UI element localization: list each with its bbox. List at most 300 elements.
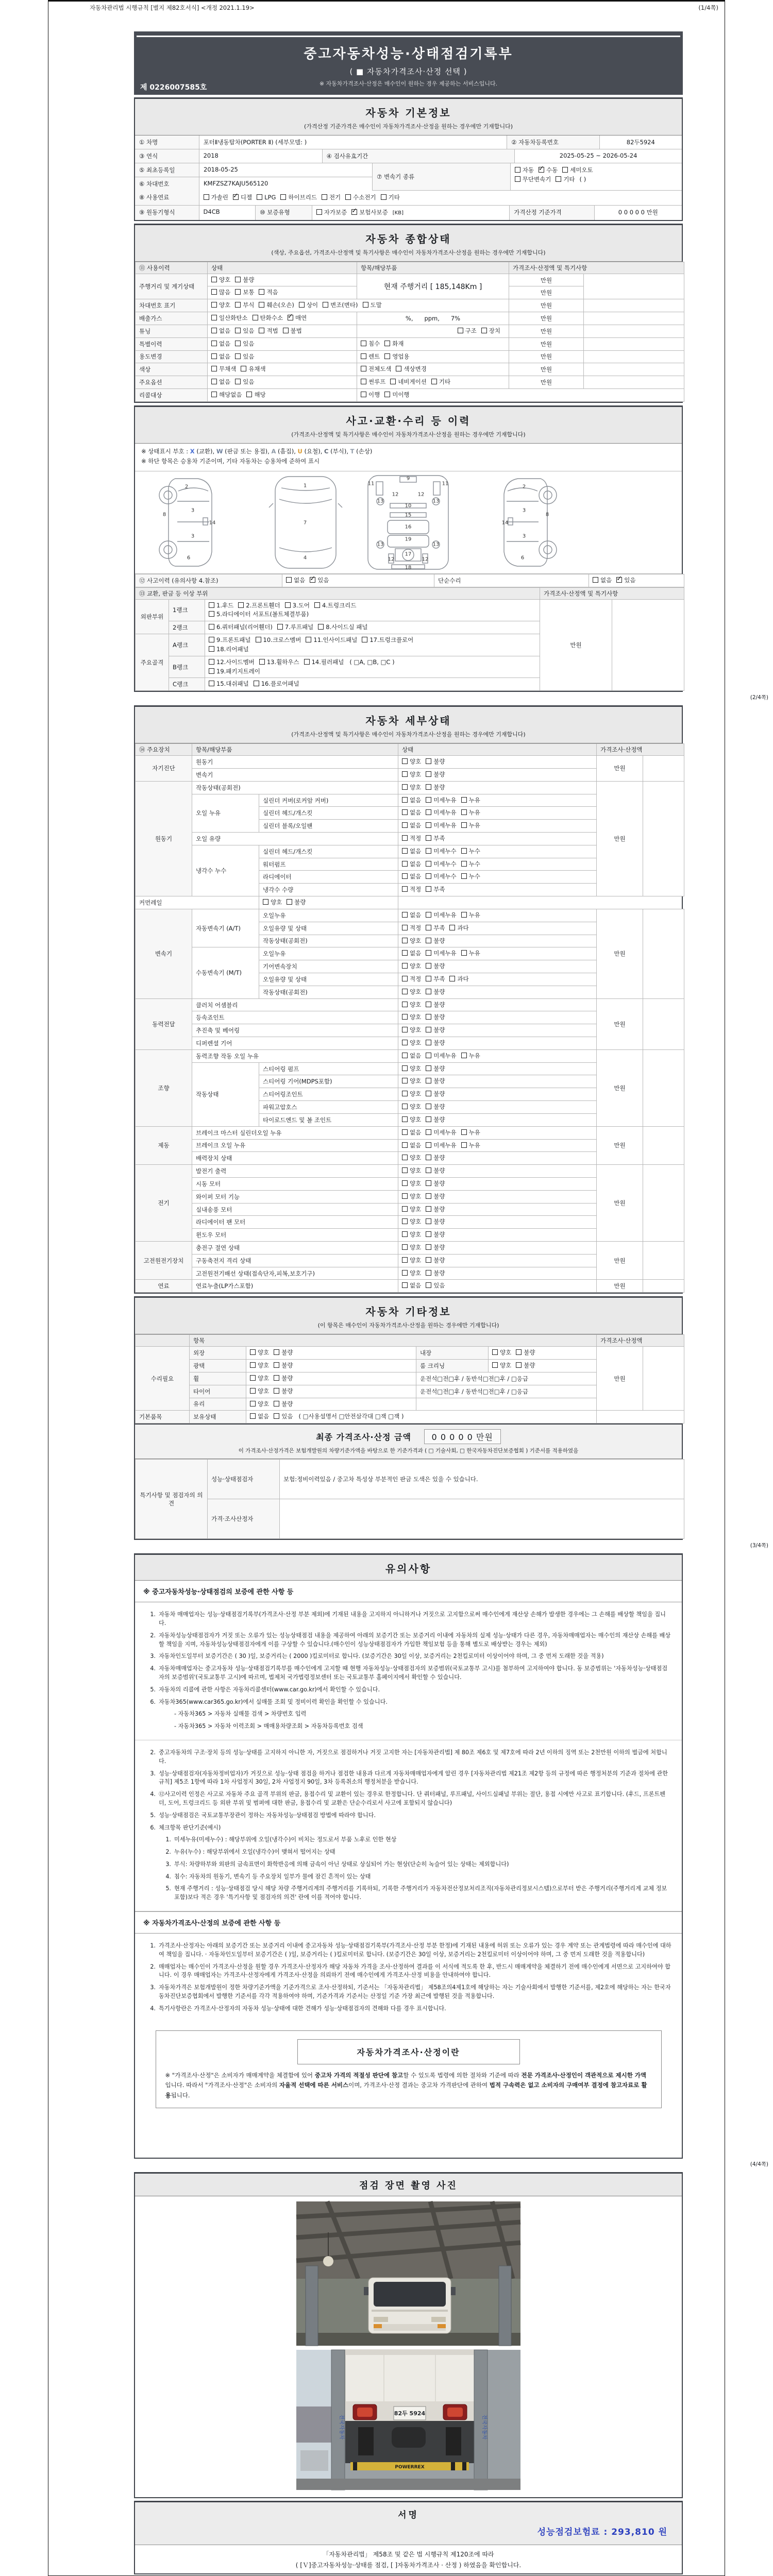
item-number: 3. [165, 1860, 171, 1868]
checkbox-icon [277, 624, 283, 630]
cell [398, 1229, 597, 1242]
cell: 주요골격 [136, 634, 169, 691]
diagram-part-number: 11 [367, 481, 375, 487]
static-element [451, 2462, 455, 2470]
option-label: 상이 [306, 301, 318, 309]
option-line [209, 636, 536, 645]
table-row [136, 1335, 684, 1347]
checkbox-icon [402, 1065, 408, 1071]
diagram-part-number: 13 [432, 498, 440, 504]
checkbox-icon [402, 848, 408, 854]
cell: 차대번호 표기 [136, 299, 208, 312]
checkbox-option [426, 1269, 445, 1277]
checkbox-option [492, 1362, 511, 1369]
item-number: 4. [150, 2005, 156, 2012]
cell: 만원 [509, 337, 584, 350]
cell: 시동 모터 [192, 1177, 398, 1190]
option-line [250, 1400, 412, 1409]
section-title: 사고·교환·수리 등 이력 [346, 414, 471, 427]
status-code-notes [135, 444, 682, 471]
notice-item [161, 1836, 671, 1844]
checkbox-icon [426, 1040, 431, 1045]
checkbox-option [209, 602, 233, 609]
option-label: 누유 [468, 809, 480, 817]
checkbox-option [235, 276, 254, 283]
cell [398, 947, 597, 960]
option-label: 3.도어 [292, 601, 310, 609]
cell [398, 858, 597, 871]
option-label: 침수 [368, 340, 380, 347]
static-element [358, 2427, 374, 2455]
checkbox-icon [426, 1218, 431, 1224]
option-label: 장치 [489, 327, 500, 334]
option-label: 불량 [433, 1090, 445, 1098]
checkbox-icon [402, 938, 408, 943]
static-element [169, 479, 212, 566]
table-row [136, 896, 684, 909]
option-label: 양호 [410, 937, 422, 944]
checkbox-option [426, 988, 445, 995]
field-stack [135, 163, 373, 191]
checkbox-option [361, 365, 391, 372]
checkbox-icon [274, 1375, 279, 1381]
static-element: 82두 5924 [394, 2410, 426, 2417]
cell: 만원 [509, 299, 584, 312]
static-element [269, 503, 342, 507]
checkbox-icon [402, 797, 408, 803]
checkbox-icon [361, 341, 366, 346]
cell: 작동상태(공회전) [259, 986, 398, 998]
cell [584, 337, 684, 350]
static-element [515, 175, 678, 184]
table-row [136, 574, 684, 587]
text-segment: (부식), [328, 447, 350, 455]
table-row [136, 756, 684, 769]
option-label: 미세누유 [433, 1052, 457, 1059]
checkbox-option [402, 988, 421, 995]
option-label: 양호 [410, 988, 422, 995]
option-label: 양호 [219, 276, 231, 283]
option-label: 무채색 [219, 365, 237, 373]
checkbox-option [402, 1065, 421, 1072]
cell [584, 376, 684, 389]
checkbox-icon [235, 379, 241, 384]
confirmation-text [135, 2545, 682, 2573]
diagram-part-number: 3 [522, 533, 526, 539]
cell [398, 986, 597, 998]
option-label: 과다 [457, 924, 469, 931]
option-label: 일산화탄소 [219, 314, 248, 322]
static-element [296, 2333, 520, 2346]
checkbox-option [402, 911, 421, 919]
notice-item [145, 1611, 671, 1628]
option-label: 양호 [410, 1218, 422, 1226]
checkbox-icon [402, 1129, 408, 1135]
static-element [374, 2282, 446, 2307]
item-text: 성능·상태점검자(자동차정비업자)가 거짓으로 성능·상태 점검을 하거나 점검한 내용과 다르게 자동차매매업자에게 알린 경우 [자동차관리법 제21조 제2항 등의 규정에 따른 행정처분의 기준과 절차에 관한 규칙] 제5조 1항에 따라 1차 사업정지 30일, 2차 사업정지 90일, 3차 등록취소의 행정처분을 받습니다. [159, 1770, 668, 1786]
checkbox-option [259, 327, 278, 334]
checkbox-option [274, 1375, 293, 1382]
cell: 연료누출(LP가스포함) [192, 1280, 398, 1293]
cell: 윈도우 모터 [192, 1229, 398, 1242]
checkbox-icon [402, 1002, 408, 1007]
section-overall-condition [134, 224, 683, 403]
cell: 제동 [136, 1126, 192, 1164]
cell: 자기진단 [136, 756, 192, 782]
checkbox-option [287, 899, 306, 906]
option-label: 불량 [524, 1349, 535, 1357]
checkbox-option [257, 194, 276, 201]
cell: ⑫ 사고이력 (유의사항 4.참조) [136, 574, 282, 587]
cell [398, 794, 597, 807]
static-element [357, 2408, 373, 2417]
checkbox-option [426, 886, 445, 893]
static-element: ( □A, □B, □C ) [349, 658, 395, 666]
checkbox-option [402, 758, 421, 765]
option-line [402, 757, 593, 767]
checkbox-icon [426, 1142, 431, 1148]
option-label: 렌트 [368, 352, 380, 360]
option-label: 불량 [433, 1064, 445, 1072]
option-line [402, 1052, 593, 1061]
checkbox-icon [426, 925, 431, 930]
checkbox-icon [304, 659, 310, 665]
text-segment: A [271, 447, 276, 455]
cell: 만원 [509, 325, 584, 337]
cell: 자동변속기 (A/T) [192, 909, 259, 947]
option-line [402, 1128, 593, 1138]
model-year-value: 2018 [199, 149, 323, 163]
cell [643, 1242, 684, 1280]
option-line [402, 1179, 593, 1189]
checkbox-icon [402, 835, 408, 841]
option-label: 없음 [410, 950, 422, 957]
checkbox-icon [250, 1413, 256, 1419]
cell: 2랭크 [169, 621, 205, 634]
option-line [361, 378, 505, 387]
option-line [250, 1374, 412, 1383]
table-row [136, 350, 684, 363]
field-label: ② 자동차등록번호 [507, 135, 599, 149]
checkbox-icon [461, 822, 467, 828]
option-label: 없음 [410, 911, 422, 919]
option-label: 과다 [457, 975, 469, 982]
diagram-part-number: 12 [392, 492, 399, 498]
section-title: 자동차 기타정보 [365, 1306, 451, 1318]
static-element: 전국자동차 [481, 2415, 487, 2440]
cell: 구동축전지 격리 상태 [192, 1254, 398, 1267]
checkbox-icon [211, 353, 217, 359]
notice-item [145, 1770, 671, 1787]
checkbox-option [402, 1052, 421, 1059]
notice-item [161, 1722, 671, 1731]
cell: 라디에이터 [259, 871, 398, 884]
option-label: 양호 [410, 1192, 422, 1200]
cell [643, 998, 684, 1049]
cell [584, 299, 684, 312]
price-survey-box [156, 2030, 662, 2109]
checkbox-icon [402, 925, 408, 930]
service-note: ※ 자동차가격조사·산정은 매수인이 원하는 경우 제공하는 서비스입니다. [319, 80, 498, 87]
option-label: 적법 [266, 327, 278, 334]
status-code-line [141, 447, 676, 457]
checkbox-option [402, 822, 421, 829]
checkbox-icon [426, 835, 431, 841]
cell: 작동상태(공회전) [259, 935, 398, 947]
table-row [136, 388, 684, 401]
cell [205, 621, 540, 634]
option-line [211, 288, 353, 297]
checkbox-option [461, 873, 480, 880]
checkbox-option [481, 327, 500, 334]
cell: 만원 [509, 274, 584, 286]
checkbox-icon [250, 1349, 256, 1355]
option-label: 양호 [258, 1374, 270, 1382]
diagram-part-number: 19 [405, 536, 412, 543]
option-label: 양호 [410, 1179, 422, 1187]
text-segment: ※ 상태표시 부호 : [141, 447, 190, 455]
option-label: 네비게이션 [398, 378, 427, 386]
checkbox-option [426, 873, 456, 880]
option-label: 미세누유 [433, 809, 457, 817]
notice-item [145, 1749, 671, 1766]
checkbox-option [426, 1193, 445, 1200]
option-label: 없음 [410, 1052, 422, 1059]
field-label: ⑦ 변속기 종류 [373, 163, 511, 191]
option-label: 13.휠하우스 [266, 658, 299, 666]
cell: 운전석□전□후 / 동반석□전□후 / □응급 [416, 1385, 597, 1398]
checkbox-icon [402, 1218, 408, 1224]
checkbox-option [426, 1026, 445, 1033]
section-header [135, 225, 682, 262]
document-frame [48, 0, 768, 2576]
cell: 리콜대상 [136, 388, 208, 401]
checkbox-icon [402, 1180, 408, 1186]
cell: 수리필요 [136, 1347, 190, 1411]
option-label: 부족 [433, 835, 445, 842]
basic-info-table [135, 135, 682, 220]
option-label: 썬루프 [368, 378, 386, 386]
section-title: 자동차 세부상태 [365, 715, 451, 727]
checkbox-icon [426, 1206, 431, 1212]
cell: 만원 [597, 1347, 643, 1411]
checkbox-option [402, 771, 421, 778]
section-subtitle: (가격조사·산정액 및 특기사항은 매수인이 자동차가격조사·산정을 원하는 경우에만 기재합니다) [291, 731, 526, 738]
option-line [402, 1090, 593, 1099]
option-label: 불량 [294, 899, 306, 906]
cell [416, 1398, 597, 1411]
option-line [211, 352, 353, 362]
cell [398, 909, 597, 922]
static-element: ( □사용설명서 □안전삼각대 □잭 □잭 ) [298, 1413, 404, 1420]
final-price-note: 이 가격조사·산정가격은 보험개발원의 차량기준가액을 바탕으로 한 기준가격과 ( □ 기술사회, □ 한국자동차진단보증협회 ) 기준서를 적용하였음 [238, 1448, 579, 1454]
table-row [135, 206, 682, 220]
option-label: 2.프론트휀더 [246, 601, 280, 609]
cell: 오일누유 [259, 947, 398, 960]
option-label: 불량 [433, 1256, 445, 1264]
checkbox-icon [361, 353, 366, 359]
option-label: 누유 [468, 911, 480, 919]
cell [584, 312, 684, 325]
cell [398, 1049, 597, 1062]
checkbox-icon [363, 302, 368, 308]
option-line [361, 352, 505, 362]
option-label: 양호 [219, 301, 231, 309]
checkbox-option [402, 1039, 421, 1046]
checkbox-icon [426, 1155, 431, 1160]
checkbox-option [211, 289, 230, 296]
option-line [211, 314, 353, 323]
cell: 오일누유 [259, 909, 398, 922]
checkbox-option [314, 602, 357, 609]
section-subtitle: (이 항목은 매수인이 자동차가격조사·산정을 원하는 경우에만 기재합니다) [317, 1322, 499, 1329]
cell [208, 325, 357, 337]
static-element [345, 2350, 474, 2355]
page-marker: (4/4쪽) [750, 2161, 768, 2168]
option-label: 불량 [433, 1218, 445, 1226]
text-segment: X [190, 447, 195, 455]
inspection-photo-front [296, 2201, 520, 2346]
diagram-part-number: 3 [191, 533, 195, 539]
option-label: 미이행 [392, 391, 410, 398]
checkbox-icon [516, 1349, 522, 1355]
checkbox-icon [426, 809, 431, 815]
static-element [306, 2266, 318, 2346]
inspector-opinion-table [135, 1459, 684, 1539]
checkbox-icon [259, 328, 264, 333]
checkbox-icon [204, 194, 209, 200]
checkbox-icon [616, 577, 622, 583]
checkbox-icon [253, 315, 258, 320]
cell [398, 960, 597, 973]
checkbox-option [461, 796, 480, 804]
checkbox-option [209, 680, 249, 687]
cell: 특기사항 및 점검자의 의견 [136, 1460, 208, 1539]
text-segment: (손상) [354, 447, 373, 455]
item-text: 자동차365(www.car365.go.kr)에서 실매물 조회 및 정비이력 확인을 확인할 수 있습니다. [159, 1698, 388, 1705]
cell [246, 1360, 416, 1372]
checkbox-icon [402, 1014, 408, 1020]
table-row [136, 1499, 684, 1539]
checkbox-icon [257, 194, 262, 200]
static-element [462, 2462, 466, 2470]
checkbox-icon [250, 1401, 256, 1406]
table-row [136, 1411, 684, 1423]
text-segment: 할 수 있도록 법령에 의한 절차와 기준에 따라 [403, 2071, 522, 2079]
checkbox-option [381, 194, 400, 201]
option-label: 10.크로스멤버 [263, 636, 301, 644]
table-row [136, 299, 684, 312]
table-row [135, 135, 682, 149]
option-label: 양호 [410, 962, 422, 970]
cell [357, 376, 509, 389]
cell [584, 350, 684, 363]
checkbox-option [402, 1167, 421, 1174]
checkbox-option [426, 1013, 445, 1021]
checkbox-icon [361, 379, 366, 384]
item-number: 4. [150, 1665, 156, 1672]
checkbox-icon [211, 302, 217, 308]
option-label: 양호 [271, 899, 282, 906]
cell: A랭크 [169, 634, 205, 656]
option-label: 변조(변타) [330, 301, 358, 309]
table-row [136, 1126, 684, 1139]
cell [246, 1372, 416, 1385]
cell: 오일 누유 [192, 794, 259, 832]
checkbox-icon [426, 1027, 431, 1032]
cell: 작동상태 [192, 1062, 259, 1126]
checkbox-icon [235, 328, 241, 333]
cell [208, 376, 357, 389]
checkbox-icon [402, 1193, 408, 1199]
checkbox-icon [593, 577, 598, 583]
diagram-part-number: 12 [388, 556, 395, 563]
static-element [203, 518, 208, 525]
checkbox-option [402, 873, 421, 880]
option-line [361, 365, 505, 374]
option-line [361, 391, 680, 400]
checkbox-option [426, 1077, 445, 1084]
notice-item [161, 1848, 671, 1857]
option-label: 불량 [281, 1387, 293, 1395]
option-label: 기타 [388, 194, 400, 201]
checkbox-option [426, 1103, 445, 1110]
cell [398, 1242, 597, 1255]
cell: 1랭크 [169, 599, 205, 621]
column-header: 항목 [190, 1335, 597, 1347]
cell: 실린더 블록/오일팬 [259, 820, 398, 833]
checkbox-option [426, 1001, 445, 1008]
checkbox-option [384, 340, 404, 347]
item-number: 1. [165, 1836, 171, 1843]
item-text: 미세누유(미세누수) : 해당부위에 오일(냉각수)이 비치는 정도로서 부품 노후로 인한 현상 [174, 1836, 397, 1843]
checkbox-option [426, 848, 456, 855]
option-label: 누유 [468, 1141, 480, 1149]
item-number: 3. [150, 1984, 156, 1991]
option-line [402, 1026, 593, 1035]
checkbox-icon [318, 624, 324, 630]
cell: 용도변경 [136, 350, 208, 363]
vehicle-outline-svg [135, 471, 684, 573]
option-label: 미세누유 [433, 911, 457, 919]
static-element [323, 2256, 333, 2266]
cell [246, 1385, 416, 1398]
static-element [451, 2287, 456, 2295]
checkbox-icon [384, 392, 390, 397]
column-header: 상태 [398, 744, 597, 756]
checkbox-icon [458, 328, 463, 333]
field-label: ④ 검사유효기간 [323, 149, 515, 163]
checkbox-icon [539, 167, 544, 173]
table-row [136, 1280, 684, 1293]
option-label: 없음 [410, 1282, 422, 1290]
option-label: 전체도색 [368, 365, 392, 373]
checkbox-option [426, 860, 456, 868]
option-label: 불량 [433, 962, 445, 970]
checkbox-icon [426, 861, 431, 867]
option-label: 불량 [433, 1269, 445, 1277]
cell: 만원 [597, 1126, 643, 1164]
checkbox-icon [426, 1180, 431, 1186]
static-element [136, 574, 684, 587]
vin-value: KMFZSZ7KAJU565120 [199, 177, 372, 191]
checkbox-icon [209, 681, 214, 686]
transmission-options [511, 163, 682, 191]
static-element [296, 2479, 520, 2490]
checkbox-icon [426, 1116, 431, 1122]
option-label: 없음 [219, 327, 231, 334]
cell [398, 1190, 597, 1203]
